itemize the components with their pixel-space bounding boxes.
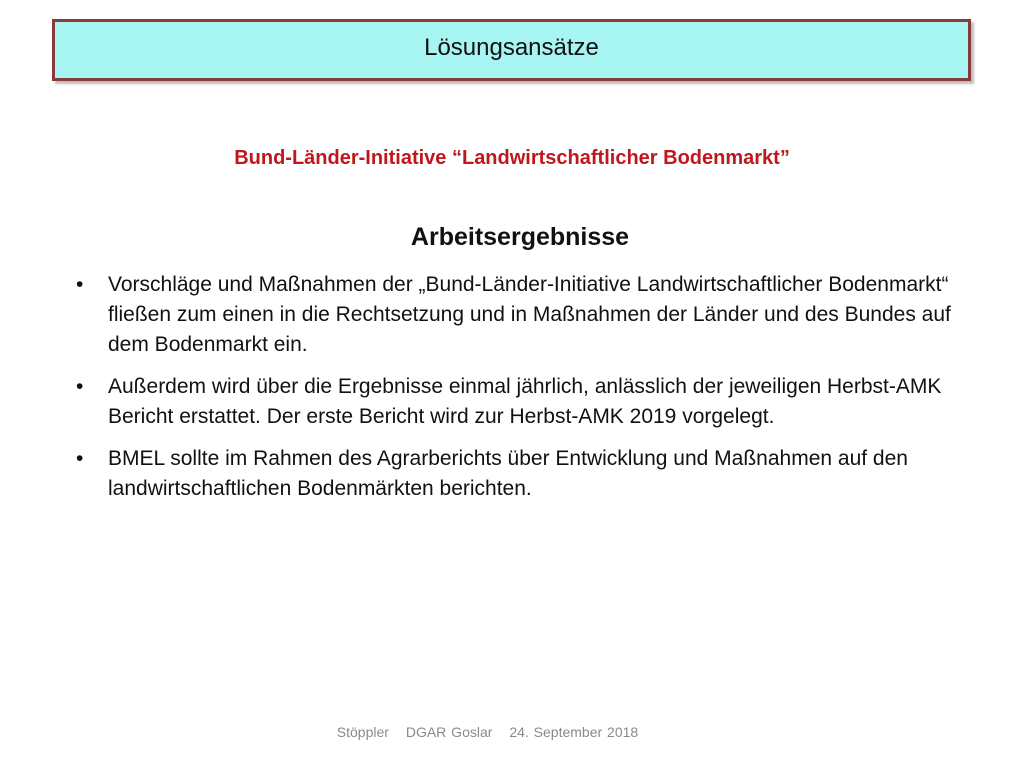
bullet-point-icon: • [76,375,84,398]
title-box [52,19,971,81]
bullet-point-icon: • [76,447,84,470]
footer-event: DGAR Goslar [405,724,493,740]
slide-footer [0,724,975,740]
bullet-item [70,372,975,432]
bullet-text: Außerdem wird über die Ergebnisse einmal jährlich, anlässlich der jeweiligen Herbst-AMK Bericht erstattet. Der erste Bericht wird zur Herbst-AMK 2019 vorgelegt. [108,375,942,428]
bullet-item [70,444,975,504]
footer-date: 24. September 2018 [509,724,639,740]
bullet-text: Vorschläge und Maßnahmen der „Bund-Länder-Initiative Landwirtschaftlicher Bodenmarkt“ fließen zum einen in die Rechtsetzung und in Maßnahmen der Länder und des Bundes auf dem Bodenmarkt ein. [108,273,951,356]
slide-title: Lösungsansätze [424,34,599,61]
bullet-item [70,270,975,360]
slide-subtitle: Bund-Länder-Initiative “Landwirtschaftlicher Bodenmarkt” [234,147,790,169]
bullet-point-icon: • [76,273,84,296]
section-heading: Arbeitsergebnisse [410,223,630,251]
bullet-text: BMEL sollte im Rahmen des Agrarberichts über Entwicklung und Maßnahmen auf den landwirtschaftlichen Bodenmärkten berichten. [108,447,908,500]
bullet-list [70,270,975,516]
footer-author: Stöppler [336,724,389,740]
